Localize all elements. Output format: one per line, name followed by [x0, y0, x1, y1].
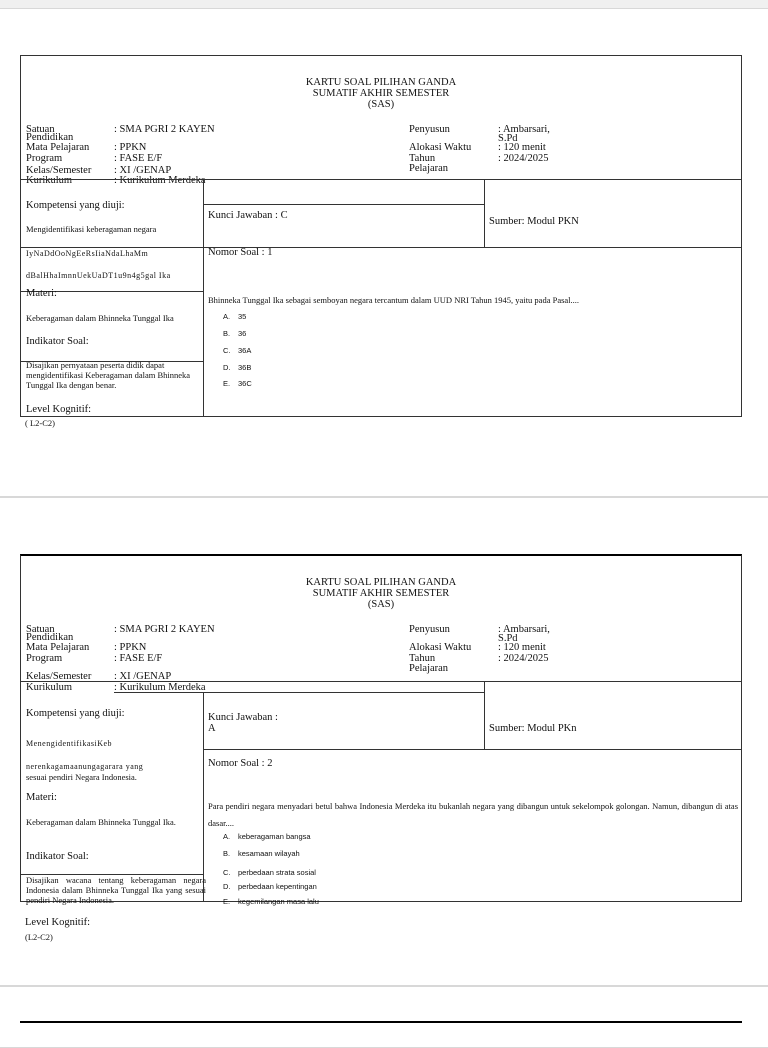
- option-text: 36C: [238, 379, 252, 388]
- indikator-value: Disajikan wacana tentang keberagaman negara Indonesia dalam Bhinneka Tunggal Ika yang sesuai pendiri Negara Indonesia.: [26, 875, 206, 905]
- divider-kunci-bottom: [203, 247, 741, 248]
- divider-sumber-column: [484, 179, 485, 247]
- page-2: [0, 497, 768, 986]
- level-label: Level Kognitif:: [26, 404, 92, 415]
- level-label: Level Kognitif:: [25, 917, 91, 928]
- program-label: Program: [26, 153, 63, 164]
- option-d: [223, 882, 317, 891]
- option-c: [223, 868, 316, 877]
- divider-left-column: [203, 692, 204, 902]
- question-text: Bhinneka Tunggal Ika sebagai semboyan negara tercantum dalam UUD NRI Tahun 1945, yaitu pada Pasal....: [208, 295, 580, 305]
- pendidikan-label: Pendidikan: [26, 132, 74, 143]
- sumber: Sumber: Modul PKN: [489, 216, 579, 227]
- alokasi-label: Alokasi Waktu: [409, 642, 472, 653]
- divider-left-column: [203, 179, 204, 416]
- pelajaran-label: Pelajaran: [409, 663, 449, 674]
- divider-kunci-top: [203, 204, 484, 205]
- penyusun-label: Penyusun: [409, 124, 450, 135]
- program-label: Program: [26, 653, 63, 664]
- option-a: [223, 312, 246, 321]
- option-b: [223, 329, 246, 338]
- option-d: [223, 363, 251, 372]
- materi-label: Materi:: [26, 792, 57, 803]
- kunci-jawaban: Kunci Jawaban : C: [208, 210, 288, 221]
- alokasi-label: Alokasi Waktu: [409, 142, 472, 153]
- page-1: [0, 8, 768, 497]
- kelas-value: : XI /GENAP: [114, 671, 172, 682]
- nomor-soal: Nomor Soal : 2: [208, 758, 273, 769]
- nomor-soal: Nomor Soal : 1: [208, 247, 273, 258]
- penyusun-value: : Ambarsari,: [498, 124, 550, 135]
- satuan-label: Satuan: [26, 624, 55, 635]
- mapel-value: : PPKN: [114, 142, 147, 153]
- option-letter: C.: [223, 868, 231, 877]
- option-letter: B.: [223, 329, 231, 338]
- option-text: perbedaan kepentingan: [238, 882, 317, 891]
- option-c: [223, 346, 251, 355]
- tahun-value: : 2024/2025: [498, 153, 549, 164]
- option-text: keberagaman bangsa: [238, 832, 311, 841]
- question-card-2: [20, 554, 742, 906]
- indikator-label: Indikator Soal:: [26, 851, 89, 862]
- question-card-1: [20, 55, 742, 417]
- divider-header: [21, 179, 741, 180]
- kompetensi-value: Mengidentifikasi keberagaman negara: [26, 224, 157, 234]
- alokasi-value: : 120 menit: [498, 642, 546, 653]
- level-value: (L2-C2): [25, 932, 53, 942]
- option-letter: E.: [223, 379, 231, 388]
- option-e: [223, 379, 252, 388]
- option-letter: C.: [223, 346, 231, 355]
- divider-left-1: [21, 247, 203, 248]
- mapel-value: : PPKN: [114, 642, 147, 653]
- option-letter: D.: [223, 882, 231, 891]
- divider-sumber-column: [484, 681, 485, 749]
- tahun-label: Tahun: [409, 653, 436, 664]
- divider-kunci-bottom: [203, 749, 741, 750]
- option-e: [223, 897, 319, 906]
- satuan-value: : SMA PGRI 2 KAYEN: [114, 624, 215, 635]
- materi-value: Keberagaman dalam Bhinneka Tunggal Ika.: [26, 817, 176, 827]
- option-text: 36B: [238, 363, 252, 372]
- kelas-label: Kelas/Semester: [26, 671, 92, 682]
- option-letter: E.: [223, 897, 231, 906]
- level-value: ( L2-C2): [25, 418, 55, 428]
- divider-kurikulum: [114, 692, 484, 693]
- option-text: 36A: [238, 346, 252, 355]
- card-title-line-1: KARTU SOAL PILIHAN GANDA: [305, 77, 457, 88]
- kompetensi-value: sesuai pendiri Negara Indonesia.: [26, 772, 137, 782]
- card-title-line-3: (SAS): [367, 599, 395, 610]
- materi-value: Keberagaman dalam Bhinneka Tunggal Ika: [26, 313, 174, 323]
- kunci-jawaban: Kunci Jawaban :: [208, 712, 278, 723]
- penyusun-value-2: S.Pd: [498, 133, 518, 144]
- option-text: kegemilangan masa lalu: [238, 897, 319, 906]
- option-text: 35: [238, 312, 247, 321]
- question-text: Para pendiri negara menyadari betul bahwa Indonesia Merdeka itu bukanlah negara yang dibangun untuk sekelompok golongan. Namun, dibangun di atas dasar....: [208, 801, 738, 828]
- option-letter: D.: [223, 363, 231, 372]
- kurikulum-value: : Kurikulum Merdeka: [114, 175, 206, 186]
- page-3-card-top-border: [20, 1021, 742, 1023]
- penyusun-label: Penyusun: [409, 624, 450, 635]
- kelas-value: : XI /GENAP: [114, 165, 172, 176]
- indikator-label: Indikator Soal:: [26, 336, 89, 347]
- kurikulum-value: : Kurikulum Merdeka: [114, 682, 206, 693]
- mapel-label: Mata Pelajaran: [26, 142, 90, 153]
- mapel-label: Mata Pelajaran: [26, 642, 90, 653]
- kunci-value: A: [208, 723, 216, 734]
- card-title-line-2: SUMATIF AKHIR SEMESTER: [312, 588, 450, 599]
- alokasi-value: : 120 menit: [498, 142, 546, 153]
- materi-label: Materi:: [26, 288, 57, 299]
- kurikulum-label: Kurikulum: [26, 175, 73, 186]
- option-text: kesamaan wilayah: [238, 849, 300, 858]
- penyusun-value: : Ambarsari,: [498, 624, 550, 635]
- card-title-line-3: (SAS): [367, 99, 395, 110]
- satuan-label: Satuan: [26, 124, 55, 135]
- option-letter: B.: [223, 849, 231, 858]
- tahun-value: : 2024/2025: [498, 653, 549, 664]
- option-text: perbedaan strata sosial: [238, 868, 316, 877]
- option-a: [223, 832, 311, 841]
- page-3: [0, 986, 768, 1048]
- program-value: : FASE E/F: [114, 153, 163, 164]
- garbled-text-1: MenengidentifikasiKeb: [26, 739, 113, 748]
- card-title-line-2: SUMATIF AKHIR SEMESTER: [312, 88, 450, 99]
- tahun-label: Tahun: [409, 153, 436, 164]
- sumber: Sumber: Modul PKn: [489, 723, 577, 734]
- kompetensi-label: Kompetensi yang diuji:: [26, 200, 125, 211]
- card-title-line-1: KARTU SOAL PILIHAN GANDA: [305, 577, 457, 588]
- option-letter: A.: [223, 832, 231, 841]
- kompetensi-label: Kompetensi yang diuji:: [26, 708, 125, 719]
- option-b: [223, 849, 300, 858]
- garbled-text-2: nerenkagamaanungagarara yang: [26, 762, 144, 771]
- kelas-label: Kelas/Semester: [26, 165, 92, 176]
- option-letter: A.: [223, 312, 231, 321]
- penyusun-value-2: S.Pd: [498, 633, 518, 644]
- indikator-value: Disajikan pernyataan peserta didik dapat mengidentifikasi Keberagaman dalam Bhinneka Tunggal Ika dengan benar.: [26, 360, 191, 390]
- pendidikan-label: Pendidikan: [26, 632, 74, 643]
- garbled-text-2: dBalHhaImnnUekUaDT1u9n4g5gal Ika: [26, 271, 171, 280]
- option-text: 36: [238, 329, 247, 338]
- pelajaran-label: Pelajaran: [409, 163, 449, 174]
- program-value: : FASE E/F: [114, 653, 163, 664]
- garbled-text-1: IyNaDdOoNgEeRsIiaNdaLhaMm: [26, 249, 149, 258]
- satuan-value: : SMA PGRI 2 KAYEN: [114, 124, 215, 135]
- kurikulum-label: Kurikulum: [26, 682, 73, 693]
